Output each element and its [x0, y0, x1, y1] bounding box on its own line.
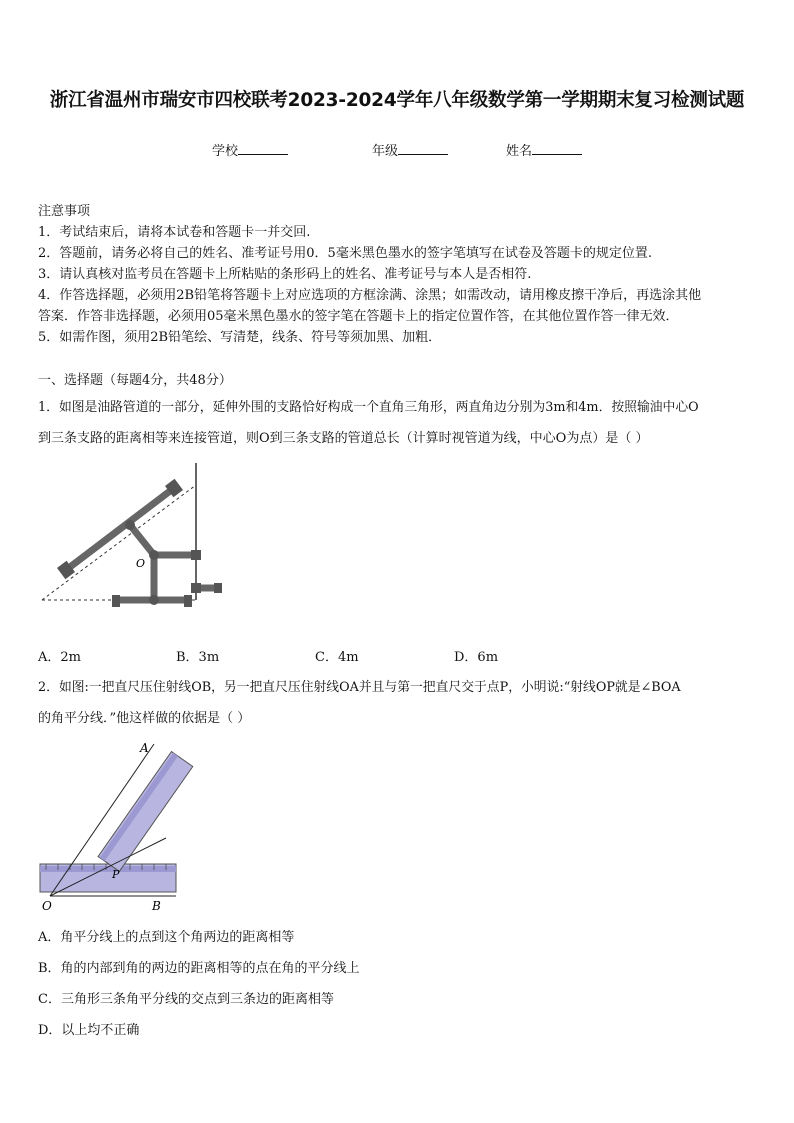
notice-item: 1．考试结束后，请将本试卷和答题卡一并交回.: [38, 225, 311, 240]
notice-item: 答案．作答非选择题，必须用05毫米黑色墨水的签字笔在答题卡上的指定位置作答，在其他位置作答一律无效．: [38, 309, 679, 324]
grade-field: [372, 140, 448, 159]
q2-text-line1: 2．如图:一把直尺压住射线OB，另一把直尺压住射线OA并且与第一把直尺交于点P，小明说:“射线OP就是∠BOA: [38, 680, 681, 695]
name-blank: [532, 142, 582, 155]
point-p-label: P: [112, 868, 120, 881]
school-blank: [238, 142, 288, 155]
q2-option-b[interactable]: B．角的内部到角的两边的距离相等的点在角的平分线上: [38, 961, 360, 976]
section-heading: 一、选择题（每题4分，共48分）: [38, 373, 232, 388]
point-o-label: O: [136, 557, 146, 570]
q1-text-line2: 到三条支路的距离相等来连接管道，则O到三条支路的管道总长（计算时视管道为线，中心O为点）是（ ）: [38, 431, 649, 446]
page-title: 浙江省温州市瑞安市四校联考2023-2024学年八年级数学第一学期期末复习检测试题: [49, 90, 745, 111]
q1-option-d[interactable]: D．6m: [454, 650, 499, 665]
notice-item: 3．请认真核对监考员在答题卡上所粘贴的条形码上的姓名、准考证号与本人是否相符.: [38, 267, 532, 282]
point-a-label: A: [140, 741, 149, 755]
notice-item: 4．作答选择题，必须用2B铅笔将答题卡上对应选项的方框涂满、涂黑；如需改动，请用橡皮擦干净后，再选涂其他: [38, 288, 702, 303]
q1-option-a[interactable]: A．2m: [38, 650, 81, 665]
q2-option-d[interactable]: D．以上均不正确: [38, 1023, 140, 1038]
name-field: [506, 140, 582, 159]
q2-option-c[interactable]: C．三角形三条角平分线的交点到三条边的距离相等: [38, 992, 334, 1007]
name-label: 姓名: [506, 144, 533, 159]
notice-item: 2．答题前，请务必将自己的姓名、准考证号用0．5毫米黑色墨水的签字笔填写在试卷及答题卡的规定位置.: [38, 246, 652, 261]
point-b-label: B: [152, 899, 161, 913]
q2-option-a[interactable]: A．角平分线上的点到这个角两边的距离相等: [38, 930, 295, 945]
q2-text-line2: 的角平分线．”他这样做的依据是（ ）: [38, 711, 251, 726]
point-o-label: O: [42, 899, 52, 913]
q1-text-line1: 1．如图是油路管道的一部分，延伸外围的支路恰好构成一个直角三角形，两直角边分别为3m和4m．按照输油中心O: [38, 400, 699, 415]
q1-option-c[interactable]: C．4m: [315, 650, 359, 665]
school-label: 学校: [212, 144, 239, 159]
school-field: [212, 140, 288, 159]
notice-item: 5．如需作图，须用2B铅笔绘、写清楚，线条、符号等须加黑、加粗．: [38, 330, 442, 345]
grade-label: 年级: [372, 144, 399, 159]
q2-ruler-figure: [36, 736, 196, 916]
q1-pipe-figure: [36, 455, 236, 615]
grade-blank: [398, 142, 448, 155]
pipe-diagram: [42, 463, 222, 607]
q1-option-b[interactable]: B．3m: [176, 650, 220, 665]
ruler-diagram: [40, 741, 193, 913]
notice-heading: 注意事项: [38, 204, 91, 219]
